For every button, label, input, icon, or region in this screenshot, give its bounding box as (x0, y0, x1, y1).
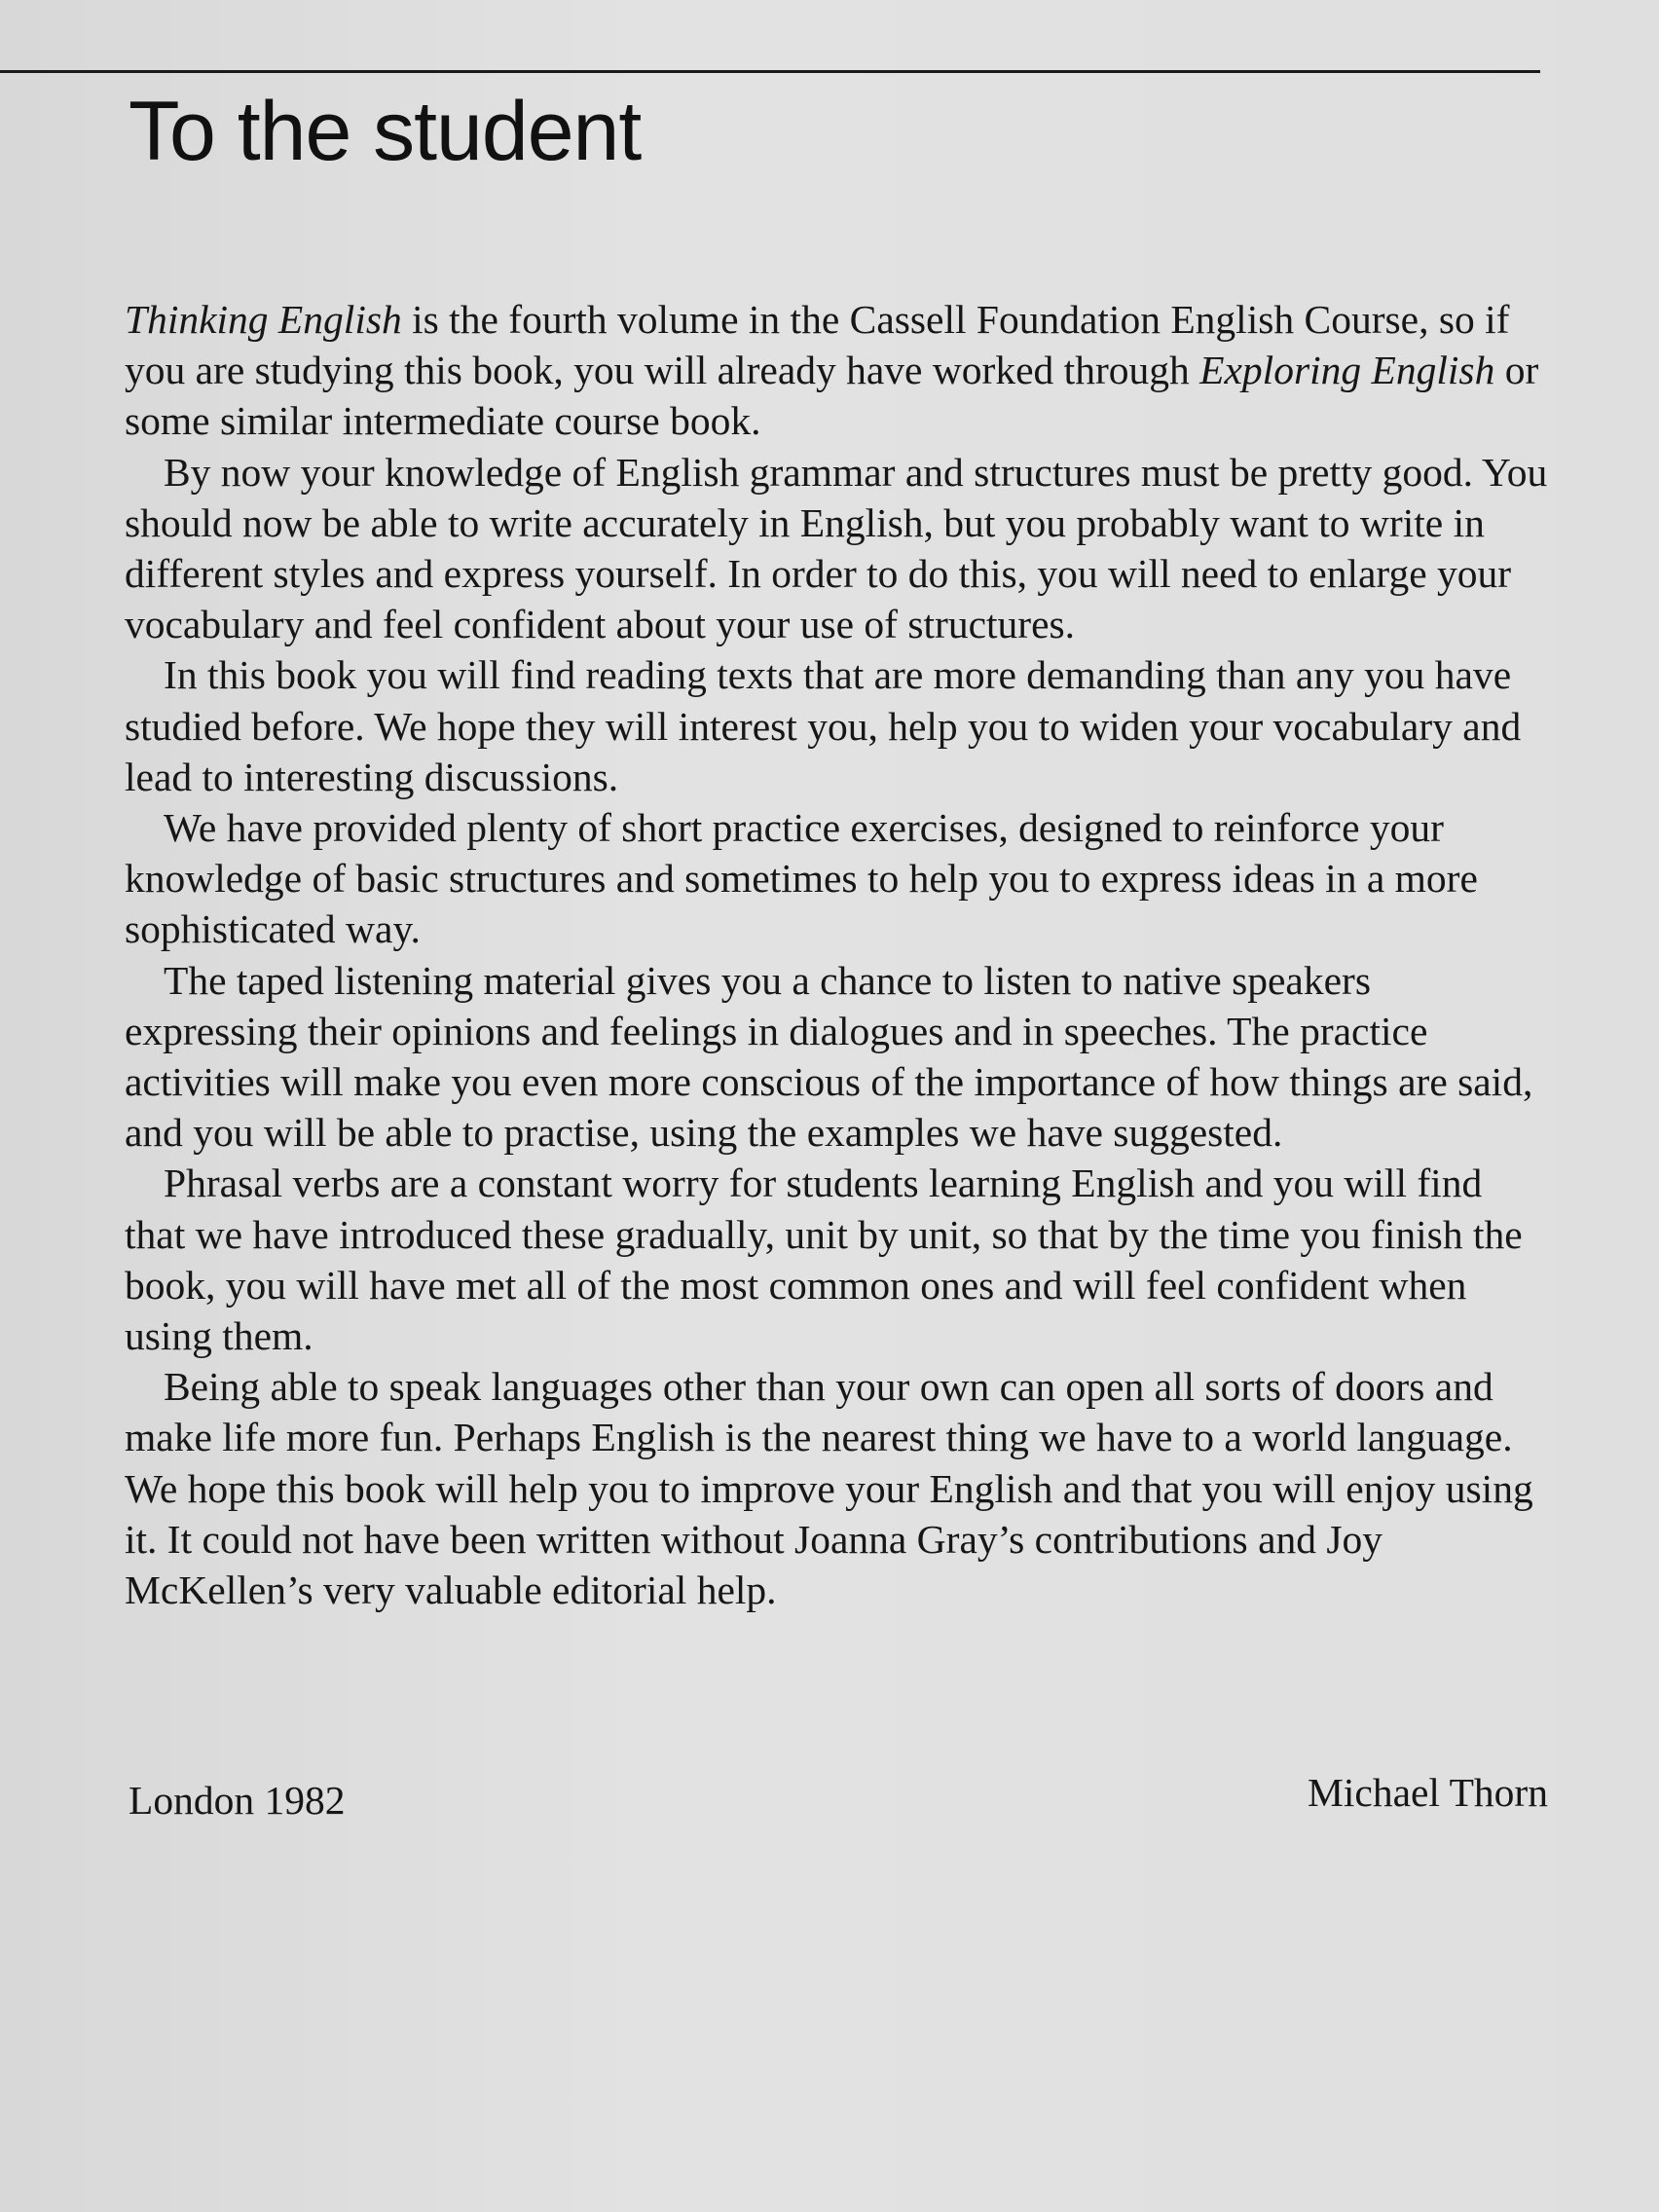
body-text (125, 294, 1551, 1615)
paragraph-4: We have provided plenty of short practice exercises, designed to reinforce your knowledge of basic structures and sometimes to help you to express ideas in a more sophisticated way. (125, 805, 1478, 952)
paragraph-3: In this book you will find reading texts that are more demanding than any you have studied before. We hope they will interest you, help you to widen your vocabulary and lead to interesting discussions. (125, 652, 1522, 799)
paragraph-1-text-b: or some similar intermediate course book. (125, 348, 1539, 444)
paragraph-5: The taped listening material gives you a chance to listen to native speakers expressing their opinions and feelings in dialogues and in speeches. The practice activities will make you even more conscious of the importance of how things are said, and you will be able to practise, using the examples we have suggested. (125, 957, 1533, 1156)
paragraph-1 (125, 294, 1551, 447)
author-signature: Michael Thorn (1307, 1770, 1548, 1815)
book-title: Thinking English (125, 297, 402, 342)
place-date: London 1982 (129, 1778, 346, 1823)
paragraph-7: Being able to speak languages other than your own can open all sorts of doors and make life more fun. Perhaps English is the nearest thing we have to a world language. We hope this book will help you to improve your English and that you will enjoy using it. It could not have been written without Joanna Gray’s contributions and Joy McKellen’s very valuable editorial help. (125, 1364, 1533, 1613)
paragraph-1-text-a: is the fourth volume in the Cassell Foundation English Course, so if you are studying this book, you will already have worked through (125, 297, 1510, 393)
previous-book-title: Exploring English (1199, 348, 1495, 393)
page-title: To the student (129, 85, 642, 178)
paragraph-6: Phrasal verbs are a constant worry for students learning English and you will find that we have introduced these gradually, unit by unit, so that by the time you finish the book, you will have met all of the most common ones and will feel confident when using them. (125, 1161, 1523, 1359)
paragraph-2: By now your knowledge of English grammar and structures must be pretty good. You should now be able to write accurately in English, but you probably want to write in different styles and express yourself. In order to do this, you will need to enlarge your vocabulary and feel confident about your use of structures. (125, 449, 1548, 647)
top-rule (0, 70, 1540, 73)
